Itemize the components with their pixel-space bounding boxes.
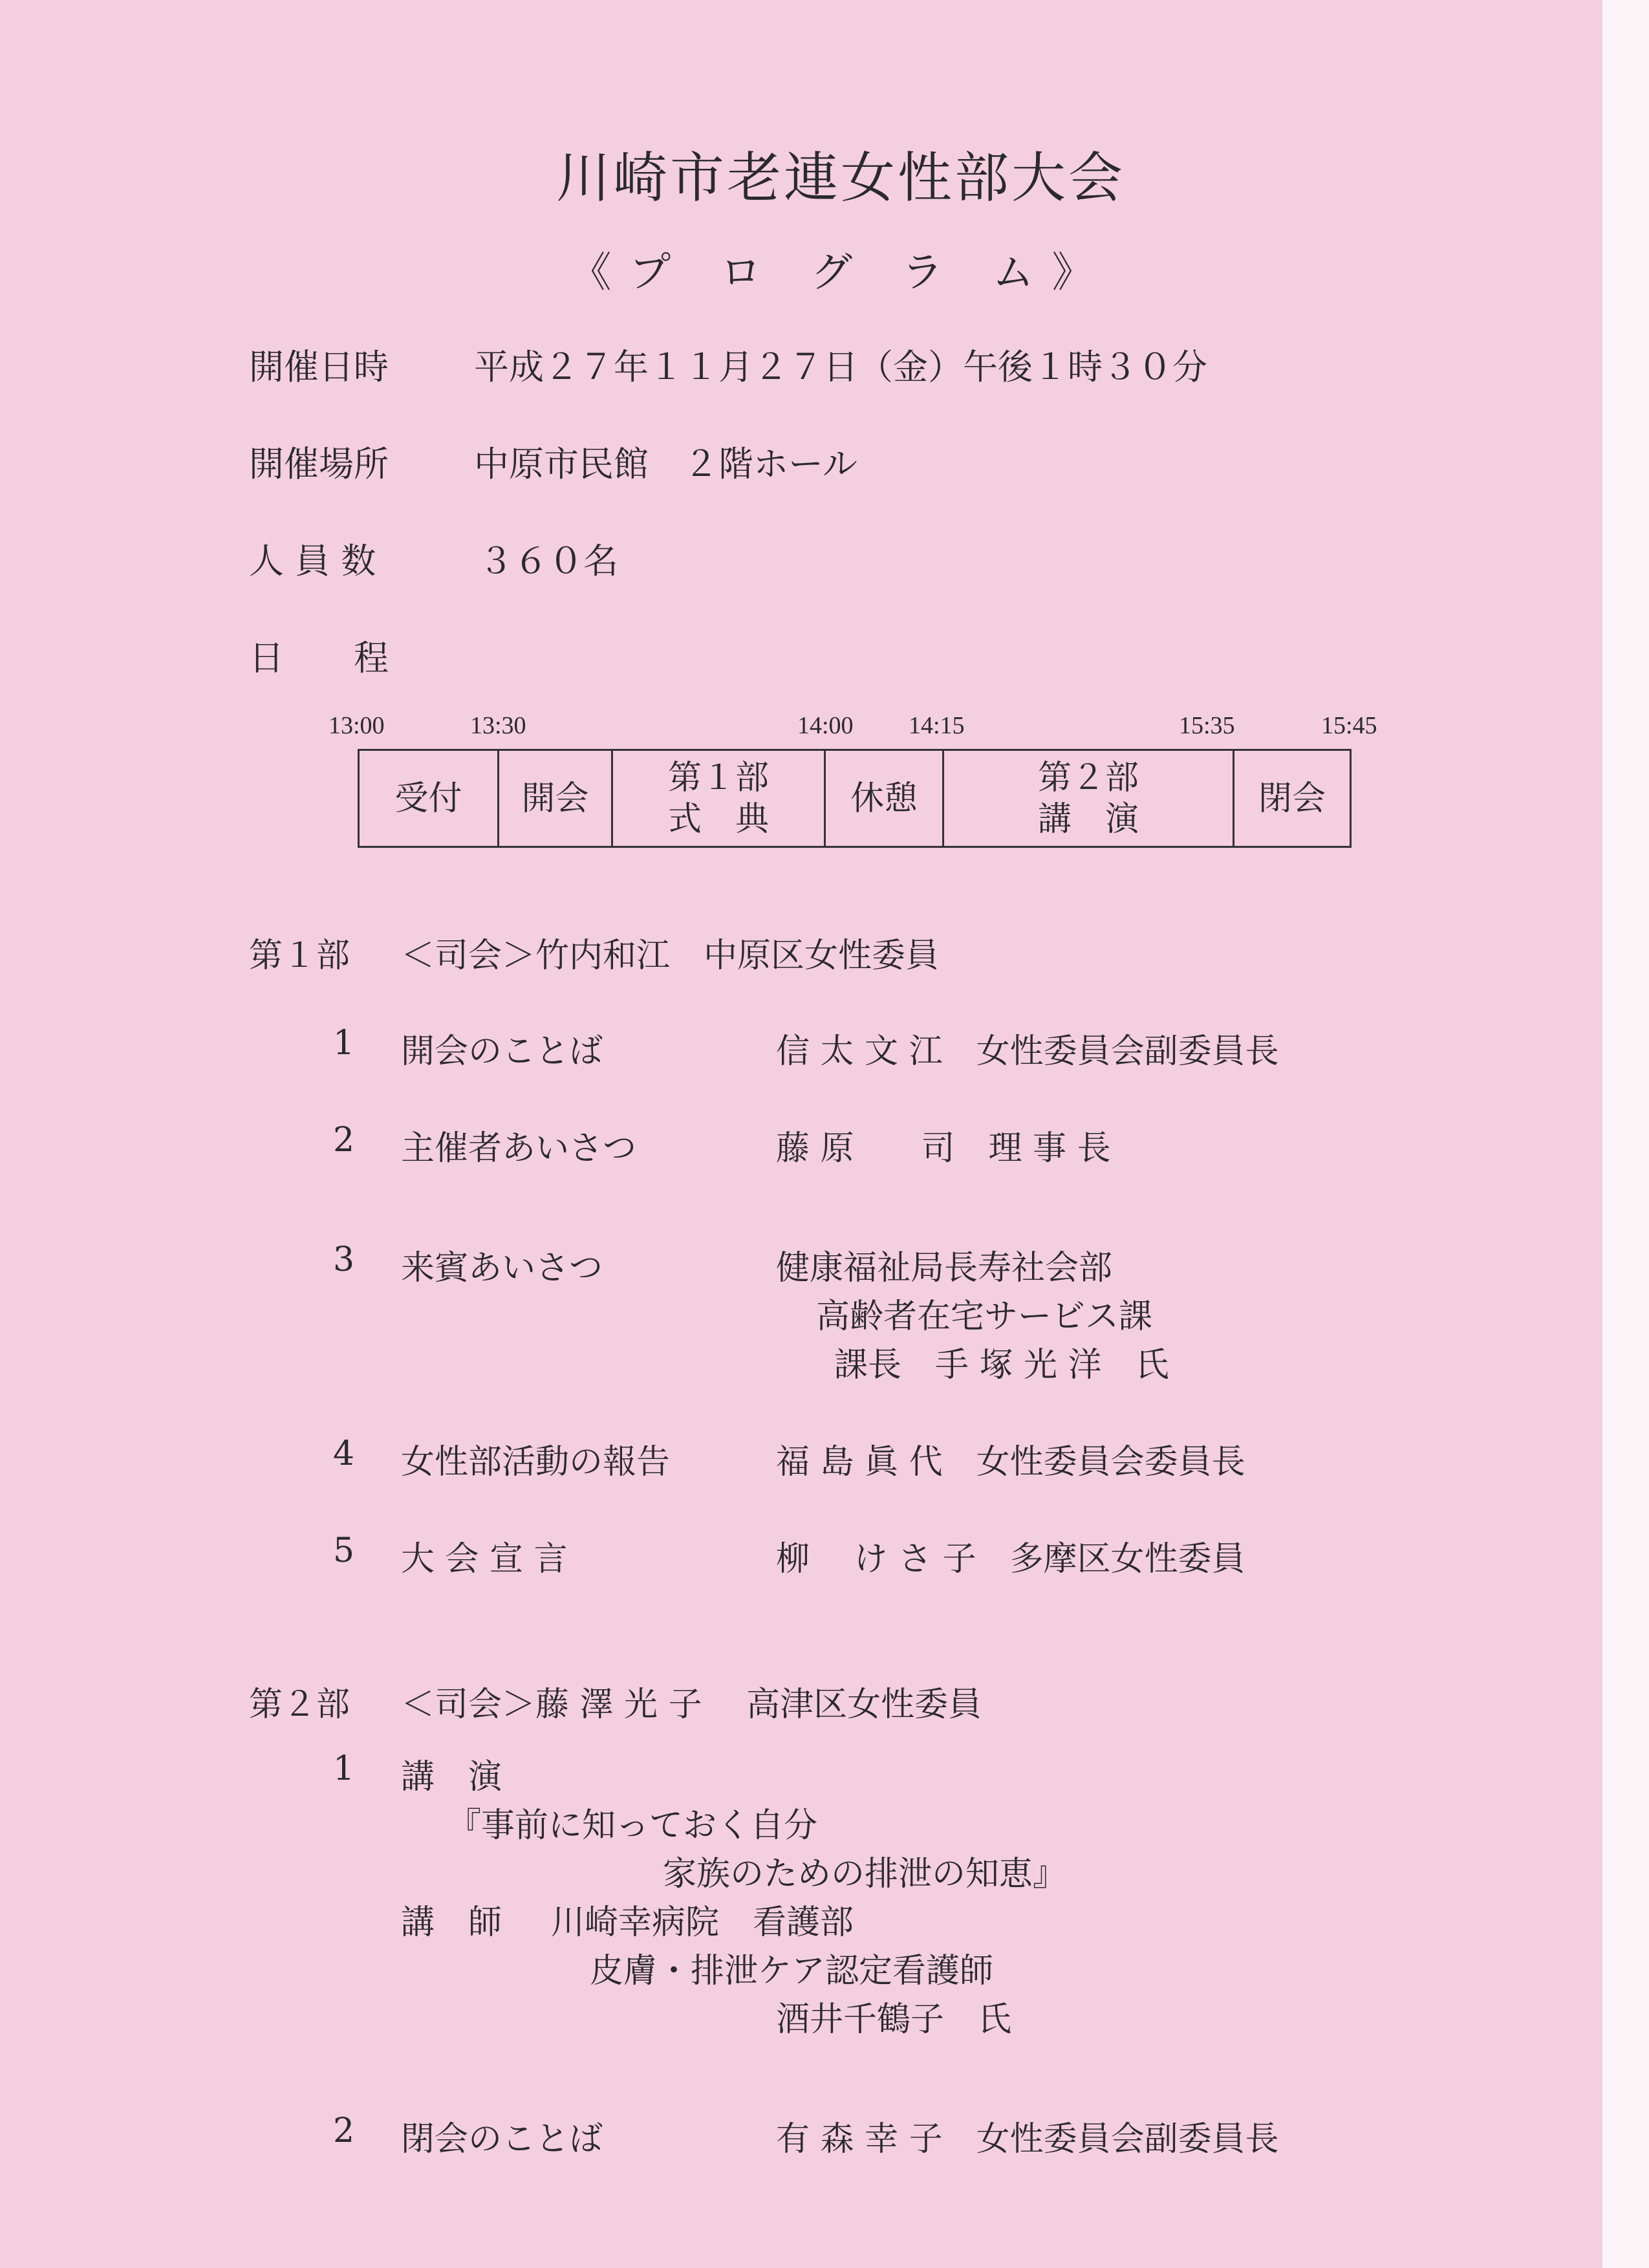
cell-line: 第２部 bbox=[1037, 758, 1139, 797]
item-title: 来賓あいさつ bbox=[401, 1249, 603, 1288]
item-speaker: 藤 原 司 理 事 長 bbox=[776, 1129, 1111, 1168]
item-title: 開会のことば bbox=[401, 1032, 603, 1071]
place-value: 中原市民館 ２階ホール bbox=[474, 444, 857, 484]
cell-line: 式 典 bbox=[667, 799, 769, 839]
part2-mc: ＜司会＞藤 澤 光 子 高津区女性委員 bbox=[401, 1685, 982, 1724]
lecturer-line2: 皮膚・排泄ケア認定看護師 bbox=[590, 1952, 994, 1991]
schedule-label: 日 程 bbox=[249, 638, 389, 678]
schedule-cell-reception bbox=[359, 750, 499, 847]
item-speaker-line3: 課長 手 塚 光 洋 氏 bbox=[834, 1346, 1169, 1385]
schedule-cell-break bbox=[825, 750, 943, 847]
cell-line: 講 演 bbox=[1037, 799, 1139, 839]
lecture-title-line1: 『事前に知っておく自分 bbox=[447, 1806, 818, 1845]
item-speaker: 柳 け さ 子 多摩区女性委員 bbox=[776, 1540, 1245, 1579]
item-number: 5 bbox=[333, 1531, 355, 1570]
cell-line: 休憩 bbox=[850, 779, 918, 818]
item-speaker: 信 太 文 江 女性委員会副委員長 bbox=[776, 1032, 1279, 1071]
item-speaker: 健康福祉局長寿社会部 bbox=[776, 1249, 1113, 1288]
item-title: 講 演 bbox=[401, 1758, 502, 1797]
item-title: 閉会のことば bbox=[401, 2120, 603, 2159]
schedule-cell-opening bbox=[499, 750, 612, 847]
cell-line: 第１部 bbox=[667, 758, 769, 797]
schedule-cell-closing bbox=[1234, 750, 1351, 847]
item-title: 大 会 宣 言 bbox=[401, 1540, 568, 1579]
lecturer-line1: 川崎幸病院 看護部 bbox=[551, 1903, 854, 1942]
schedule-cell-part2 bbox=[943, 750, 1234, 847]
part1-header: 第１部 bbox=[249, 936, 350, 975]
program-subtitle: 《プ ロ グ ラ ム》 bbox=[570, 249, 1112, 297]
item-number: 1 bbox=[333, 1749, 355, 1788]
item-number: 2 bbox=[333, 1121, 355, 1160]
count-value: ３６０名 bbox=[479, 541, 618, 581]
lecturer-label: 講 師 bbox=[401, 1903, 502, 1942]
lecture-title-line2: 家族のための排泄の知恵』 bbox=[663, 1855, 1067, 1894]
item-number: 3 bbox=[333, 1240, 355, 1279]
document-title: 川崎市老連女性部大会 bbox=[555, 146, 1125, 210]
item-speaker-line2: 高齢者在宅サービス課 bbox=[816, 1297, 1153, 1336]
schedule-time: 13:30 bbox=[470, 712, 526, 739]
schedule-time: 15:35 bbox=[1179, 712, 1235, 739]
item-speaker: 有 森 幸 子 女性委員会副委員長 bbox=[776, 2120, 1279, 2159]
page-edge bbox=[1602, 0, 1649, 2268]
schedule-time: 14:00 bbox=[797, 712, 854, 739]
item-title: 主催者あいさつ bbox=[401, 1129, 637, 1168]
item-speaker: 福 島 眞 代 女性委員会委員長 bbox=[776, 1443, 1245, 1482]
lecturer-line3: 酒井千鶴子 氏 bbox=[776, 2000, 1012, 2039]
count-label: 人 員 数 bbox=[249, 541, 376, 581]
schedule-time: 13:00 bbox=[329, 712, 385, 739]
date-value: 平成２７年１１月２７日（金）午後１時３０分 bbox=[474, 347, 1207, 387]
item-title: 女性部活動の報告 bbox=[401, 1443, 671, 1482]
schedule-table bbox=[358, 749, 1352, 848]
cell-line: 閉会 bbox=[1258, 779, 1326, 818]
part1-mc: ＜司会＞竹内和江 中原区女性委員 bbox=[401, 936, 940, 975]
schedule-cell-part1 bbox=[612, 750, 825, 847]
cell-line: 開会 bbox=[521, 779, 589, 818]
item-number: 2 bbox=[333, 2111, 355, 2150]
part2-header: 第２部 bbox=[249, 1685, 350, 1724]
item-number: 4 bbox=[333, 1434, 355, 1473]
schedule-row bbox=[359, 750, 1351, 847]
place-label: 開催場所 bbox=[249, 444, 389, 484]
cell-line: 受付 bbox=[394, 779, 462, 818]
schedule-time: 14:15 bbox=[909, 712, 965, 739]
item-number: 1 bbox=[333, 1024, 355, 1063]
schedule-time: 15:45 bbox=[1321, 712, 1377, 739]
date-label: 開催日時 bbox=[249, 347, 389, 387]
